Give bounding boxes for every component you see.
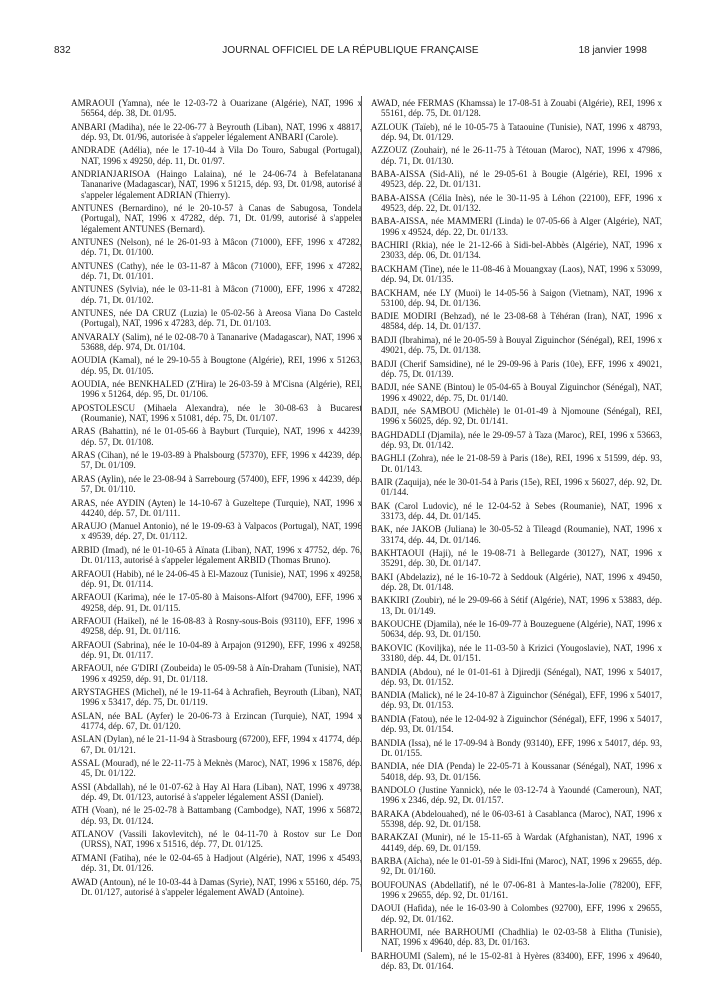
registry-entry: ARFAOUI (Karima), née le 17-05-80 à Maisons-Alfort (94700), EFF, 1996 x 49258, dép. 91, Dt. 01/115. — [71, 592, 362, 613]
registry-entry: BANDOLO (Justine Yannick), née le 03-12-74 à Yaoundé (Cameroun), NAT, 1996 x 2346, dép. 92, Dt. 01/157. — [371, 784, 662, 806]
registry-entry: AOUDIA (Kamal), né le 29-10-55 à Bougtone (Algérie), REI, 1996 x 51263, dép. 95, Dt. 01/105. — [71, 355, 362, 376]
registry-entry: BADJI (Ibrahima), né le 20-05-59 à Bouyal Ziguinchor (Sénégal), REI, 1996 x 49021, dép. 75, Dt. 01/138. — [371, 334, 662, 356]
registry-entry: ARFAOUI (Sabrina), née le 10-04-89 à Arpajon (91290), EFF, 1996 x 49258, dép. 91, Dt. 01/117. — [71, 639, 362, 660]
registry-entry: ARBID (Imad), né le 01-10-65 à Aïnata (Liban), NAT, 1996 x 47752, dép. 76, Dt. 01/113, autorisé à s'appeler légalement ARBID (Thomas Bruno). — [71, 544, 362, 566]
registry-entry: ASLAN (Dylan), né le 21-11-94 à Strasbourg (67200), EFF, 1994 x 41774, dép. 67, Dt. 01/121. — [71, 734, 362, 755]
registry-entry: BADJI (Cherif Samsidine), né le 29-09-96 à Paris (10e), EFF, 1996 x 49021, dép. 75, Dt. 01/139. — [371, 358, 662, 379]
registry-entry: APOSTOLESCU (Mihaela Alexandra), née le 30-08-63 à Bucarest (Roumanie), NAT, 1996 x 51081, dép. 75, Dt. 01/107. — [71, 402, 362, 423]
registry-entry: AOUDIA, née BENKHALED (Z'Hira) le 26-03-59 à M'Cisna (Algérie), REI, 1996 x 51264, dép. 95, Dt. 01/106. — [71, 379, 362, 400]
registry-entry: BOUFOUNAS (Abdellatif), né le 07-06-81 à Mantes-la-Jolie (78200), EFF, 1996 x 29655, dép. 92, Dt. 01/161. — [371, 879, 662, 900]
registry-entry: BAK (Carol Ludovic), né le 12-04-52 à Sebes (Roumanie), NAT, 1996 x 33173, dép. 44, Dt. 01/145. — [371, 500, 662, 521]
registry-entry: BACHIRI (Rkia), née le 21-12-66 à Sidi-bel-Abbès (Algérie), NAT, 1996 x 23033, dép. 06, Dt. 01/134. — [371, 240, 662, 261]
page-number: 832 — [54, 45, 71, 56]
registry-entry: BARHOUMI (Salem), né le 15-02-81 à Hyères (83400), EFF, 1996 x 49640, dép. 83, Dt. 01/164. — [371, 950, 662, 971]
registry-entry: ANTUNES (Bernardino), né le 20-10-57 à Canas de Sabugosa, Tondela (Portugal), NAT, 1996 x 47282, dép. 71, Dt. 01/99, autorisé à s'appeler légalement ANTUNES (Bernard). — [71, 203, 362, 234]
registry-entry: ARAS, née AYDIN (Ayten) le 14-10-67 à Guzeltepe (Turquie), NAT, 1996 x 44240, dép. 57, Dt. 01/111. — [71, 497, 362, 518]
registry-entry: BACKHAM, née LY (Muoi) le 14-05-56 à Saigon (Vietnam), NAT, 1996 x 53100, dép. 94, Dt. 01/136. — [371, 287, 662, 308]
registry-entry: ARAS (Aylin), née le 23-08-94 à Sarrebourg (57400), EFF, 1996 x 44239, dép. 57, Dt. 01/110. — [71, 473, 362, 495]
left-column — [71, 98, 362, 900]
publication-date: 18 janvier 1998 — [578, 45, 647, 56]
registry-entry: BADJI, née SANE (Bintou) le 05-04-65 à Bouyal Ziguinchor (Sénégal), NAT, 1996 x 49022, dép. 75, Dt. 01/140. — [371, 382, 662, 403]
registry-entry: ATH (Voan), né le 25-02-78 à Battambang (Cambodge), NAT, 1996 x 56872, dép. 93, Dt. 01/124. — [71, 805, 362, 826]
registry-entry: ANDRADE (Adélia), née le 17-10-44 à Vila Do Touro, Sabugal (Portugal), NAT, 1996 x 49250, dép. 11, Dt. 01/97. — [71, 145, 362, 166]
right-column — [371, 98, 662, 974]
registry-entry: AZLOUK (Taïeb), né le 10-05-75 à Tataouine (Tunisie), NAT, 1996 x 48793, dép. 94, Dt. 01/129. — [371, 121, 662, 142]
registry-entry: ARAS (Bahattin), né le 01-05-66 à Bayburt (Turquie), NAT, 1996 x 44239, dép. 57, Dt. 01/108. — [71, 426, 362, 447]
registry-entry: BAGHLI (Zohra), née le 21-08-59 à Paris (18e), REI, 1996 x 51599, dép. 93, Dt. 01/143. — [371, 453, 662, 474]
registry-entry: BANDIA (Fatou), née le 12-04-92 à Ziguinchor (Sénégal), EFF, 1996 x 54017, dép. 93, Dt. 01/154. — [371, 713, 662, 735]
registry-entry: ASSAL (Mourad), né le 22-11-75 à Meknès (Maroc), NAT, 1996 x 15876, dép. 45, Dt. 01/122. — [71, 758, 362, 779]
registry-entry: BAKOUCHE (Djamila), née le 16-09-77 à Bouzeguene (Algérie), NAT, 1996 x 50634, dép. 93, Dt. 01/150. — [371, 619, 662, 640]
registry-entry: ARFAOUI (Haikel), né le 16-08-83 à Rosny-sous-Bois (93110), EFF, 1996 x 49258, dép. 91, Dt. 01/116. — [71, 615, 362, 637]
registry-entry: BABA-AISSA (Célia Inès), née le 30-11-95 à Léhon (22100), EFF, 1996 x 49523, dép. 22, Dt. 01/132. — [371, 192, 662, 213]
journal-title: JOURNAL OFFICIEL DE LA RÉPUBLIQUE FRANÇAISE — [222, 45, 479, 56]
registry-entry: ANDRIANJARISOA (Haingo Lalaina), né le 24-06-74 à Befelatanana Tananarive (Madagascar), NAT, 1996 x 51215, dép. 93, Dt. 01/98, autorisé à s'appeler légalement ADRIAN (Thierry). — [71, 169, 362, 200]
registry-entry: BABA-AISSA (Sid-Ali), né le 29-05-61 à Bougie (Algérie), REI, 1996 x 49523, dép. 22, Dt. 01/131. — [371, 169, 662, 190]
registry-entry: ATLANOV (Vassili Iakovlevitch), né le 04-11-70 à Rostov sur Le Don (URSS), NAT, 1996 x 51516, dép. 77, Dt. 01/125. — [71, 829, 362, 850]
registry-entry: ARAUJO (Manuel Antonio), né le 19-09-63 à Valpacos (Portugal), NAT, 1996 x 49539, dép. 27, Dt. 01/112. — [71, 521, 362, 542]
registry-entry: ATMANI (Fatiha), née le 02-04-65 à Hadjout (Algérie), NAT, 1996 x 45493, dép. 31, Dt. 01/126. — [71, 852, 362, 874]
registry-entry: BARBA (Aïcha), née le 01-01-59 à Sidi-Ifni (Maroc), NAT, 1996 x 29655, dép. 92, Dt. 01/160. — [371, 856, 662, 877]
registry-entry: ANTUNES, née DA CRUZ (Luzia) le 05-02-56 à Areosa Viana Do Castelo (Portugal), NAT, 1996 x 47283, dép. 71, Dt. 01/103. — [71, 308, 362, 329]
registry-entry: AWAD (Antoun), né le 10-03-44 à Damas (Syrie), NAT, 1996 x 55160, dép. 75, Dt. 01/127, autorisé à s'appeler légalement AWAD (Antoine). — [71, 876, 362, 897]
registry-entry: ANTUNES (Nelson), né le 26-01-93 à Mâcon (71000), EFF, 1996 x 47282, dép. 71, Dt. 01/100. — [71, 236, 362, 258]
registry-entry: ARYSTAGHES (Michel), né le 19-11-64 à Achrafieh, Beyrouth (Liban), NAT, 1996 x 53417, dép. 75, Dt. 01/119. — [71, 687, 362, 708]
registry-entry: BAK, née JAKOB (Juliana) le 30-05-52 à Tileagd (Roumanie), NAT, 1996 x 33174, dép. 44, Dt. 01/146. — [371, 524, 662, 545]
registry-entry: BACKHAM (Tine), née le 11-08-46 à Mouangxay (Laos), NAT, 1996 x 53099, dép. 94, Dt. 01/135. — [371, 263, 662, 285]
registry-entry: BARHOUMI, née BARHOUMI (Chadhlia) le 02-03-58 à Elitha (Tunisie), NAT, 1996 x 49640, dép. 83, Dt. 01/163. — [371, 927, 662, 948]
registry-entry: BABA-AISSA, née MAMMERI (Linda) le 07-05-66 à Alger (Algérie), NAT, 1996 x 49524, dép. 22, Dt. 01/133. — [371, 216, 662, 237]
registry-entry: BAKI (Abdelaziz), né le 16-10-72 à Seddouk (Algérie), NAT, 1996 x 49450, dép. 28, Dt. 01/148. — [371, 571, 662, 592]
registry-entry: BANDIA (Issa), né le 17-09-94 à Bondy (93140), EFF, 1996 x 54017, dép. 93, Dt. 01/155. — [371, 737, 662, 758]
registry-entry: ARFAOUI, née G'DIRI (Zoubeida) le 05-09-58 à Aïn-Draham (Tunisie), NAT, 1996 x 49259, dép. 91, Dt. 01/118. — [71, 663, 362, 684]
registry-entry: ARAS (Cihan), né le 19-03-89 à Phalsbourg (57370), EFF, 1996 x 44239, dép. 57, Dt. 01/109. — [71, 450, 362, 471]
registry-entry: BAGHDADLI (Djamila), née le 29-09-57 à Taza (Maroc), REI, 1996 x 53663, dép. 93, Dt. 01/142. — [371, 429, 662, 450]
registry-entry: BAIR (Zaquija), née le 30-01-54 à Paris (15e), REI, 1996 x 56027, dép. 92, Dt. 01/144. — [371, 477, 662, 498]
registry-entry: AZZOUZ (Zouhair), né le 26-11-75 à Tétouan (Maroc), NAT, 1996 x 47986, dép. 71, Dt. 01/130. — [371, 145, 662, 166]
registry-entry: BAKKIRI (Zoubir), né le 29-09-66 à Sétif (Algérie), NAT, 1996 x 53883, dép. 13, Dt. 01/149. — [371, 595, 662, 616]
registry-entry: ASLAN, née BAL (Ayfer) le 20-06-73 à Erzincan (Turquie), NAT, 1994 x 41774, dép. 67, Dt. 01/120. — [71, 710, 362, 731]
registry-entry: AMRAOUI (Yamna), née le 12-03-72 à Ouarizane (Algérie), NAT, 1996 x 56564, dép. 38, Dt. 01/95. — [71, 98, 362, 119]
registry-entry: AWAD, née FERMAS (Khamssa) le 17-08-51 à Zouabi (Algérie), REI, 1996 x 55161, dép. 75, Dt. 01/128. — [371, 98, 662, 119]
registry-entry: ANBARI (Madiha), née le 22-06-77 à Beyrouth (Liban), NAT, 1996 x 48817, dép. 93, Dt. 01/96, autorisée à s'appeler légalement ANBARI (Carole). — [71, 121, 362, 142]
registry-entry: DAOUI (Hafida), née le 16-03-90 à Colombes (92700), EFF, 1996 x 29655, dép. 92, Dt. 01/162. — [371, 903, 662, 924]
registry-entry: BANDIA (Malick), né le 24-10-87 à Ziguinchor (Sénégal), EFF, 1996 x 54017, dép. 93, Dt. 01/153. — [371, 690, 662, 711]
registry-entry: BARAKZAI (Munir), né le 15-11-65 à Wardak (Afghanistan), NAT, 1996 x 44149, dép. 69, Dt. 01/159. — [371, 832, 662, 853]
registry-entry: BAKOVIC (Koviljka), née le 11-03-50 à Krizici (Yougoslavie), NAT, 1996 x 33180, dép. 44, Dt. 01/151. — [371, 642, 662, 664]
registry-entry: BANDIA (Abdou), né le 01-01-61 à Djiredji (Sénégal), NAT, 1996 x 54017, dép. 93, Dt. 01/152. — [371, 666, 662, 687]
registry-entry: ANTUNES (Sylvia), née le 03-11-81 à Mâcon (71000), EFF, 1996 x 47282, dép. 71, Dt. 01/102. — [71, 284, 362, 305]
page-header — [54, 44, 647, 58]
registry-entry: BADJI, née SAMBOU (Michèle) le 01-01-49 à Njomoune (Sénégal), REI, 1996 x 56025, dép. 92, Dt. 01/141. — [371, 405, 662, 427]
registry-entry: BAKHTAOUI (Haji), né le 19-08-71 à Bellegarde (30127), NAT, 1996 x 35291, dép. 30, Dt. 01/147. — [371, 548, 662, 569]
registry-entry: BADIE MODIRI (Behzad), né le 23-08-68 à Téhéran (Iran), NAT, 1996 x 48584, dép. 14, Dt. 01/137. — [371, 311, 662, 332]
registry-entry: BARAKA (Abdelouahed), né le 06-03-61 à Casablanca (Maroc), NAT, 1996 x 55398, dép. 92, Dt. 01/158. — [371, 808, 662, 829]
registry-entry: ANTUNES (Cathy), née le 03-11-87 à Mâcon (71000), EFF, 1996 x 47282, dép. 71, Dt. 01/101. — [71, 260, 362, 281]
registry-entry: ASSI (Abdallah), né le 01-07-62 à Hay Al Hara (Liban), NAT, 1996 x 49738, dép. 49, Dt. 01/123, autorisé à s'appeler légalement ASSI (Daniel). — [71, 781, 362, 802]
registry-entry: BANDIA, née DIA (Penda) le 22-05-71 à Koussanar (Sénégal), NAT, 1996 x 54018, dép. 93, Dt. 01/156. — [371, 761, 662, 782]
registry-entry: ARFAOUI (Habib), né le 24-06-45 à El-Mazouz (Tunisie), NAT, 1996 x 49258, dép. 91, Dt. 01/114. — [71, 568, 362, 589]
column-divider — [361, 96, 362, 952]
registry-entry: ANVARALY (Salim), né le 02-08-70 à Tananarive (Madagascar), NAT, 1996 x 53688, dép. 974, Dt. 01/104. — [71, 331, 362, 352]
